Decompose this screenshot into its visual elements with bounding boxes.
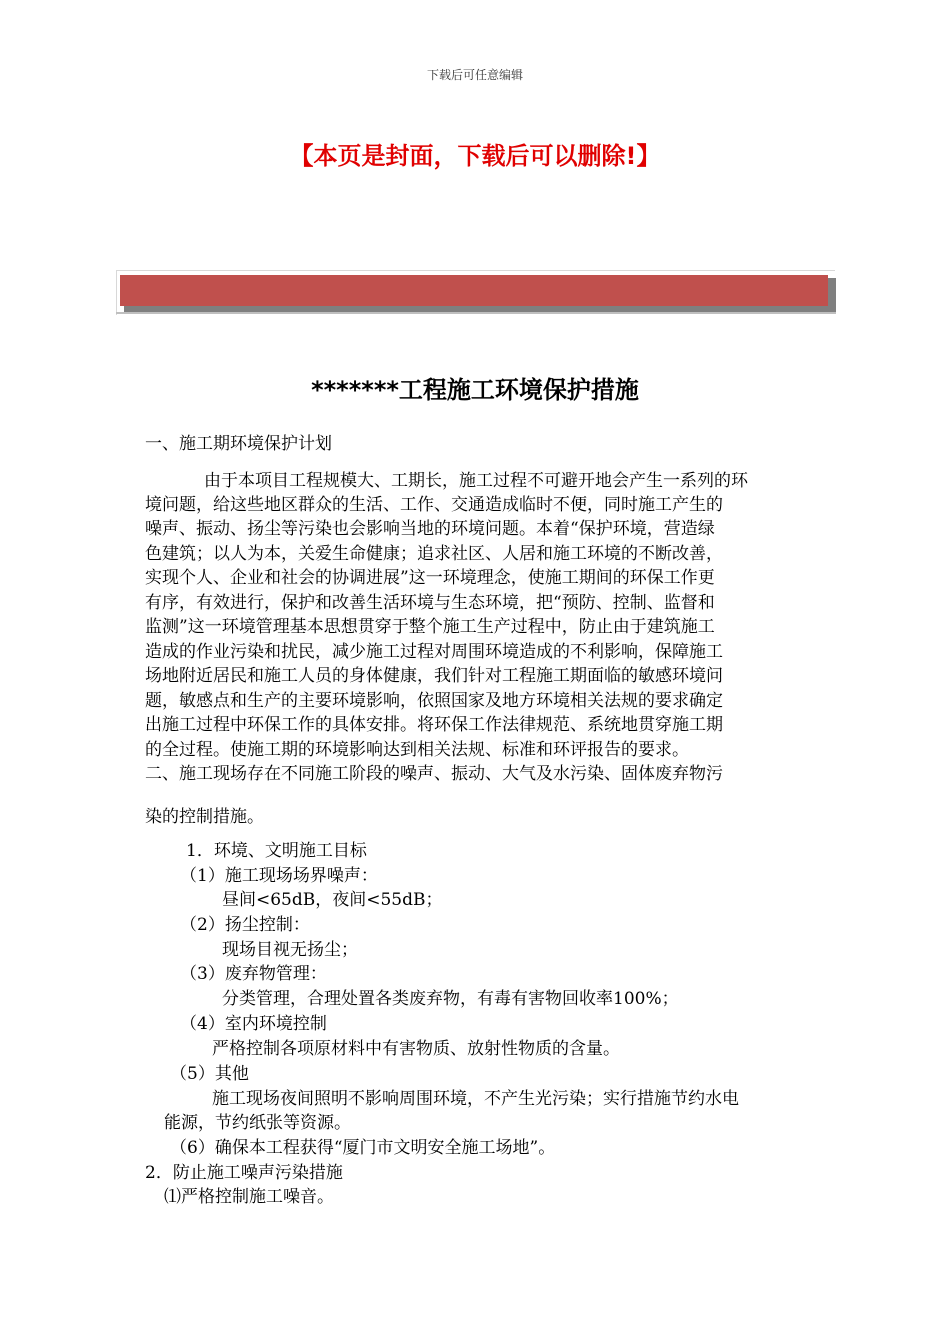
cover-notice: 【本页是封面，下载后可以删除!】 [289, 142, 661, 170]
paragraph-line: 造成的作业污染和扰民，减少施工过程对周围环境造成的不利影响，保障施工 [145, 642, 723, 662]
paragraph-line: 监测”这一环境管理基本思想贯穿于整个施工生产过程中，防止由于建筑施工 [145, 617, 715, 637]
list-item-detail: 昼间<65dB，夜间<55dB； [222, 890, 443, 910]
paragraph-line: 境问题，给这些地区群众的生活、工作、交通造成临时不便，同时施工产生的 [145, 495, 723, 515]
list-item: 1．环境、文明施工目标 [186, 841, 367, 861]
list-item: （6）确保本工程获得“厦门市文明安全施工场地”。 [170, 1138, 556, 1158]
paragraph-line: 的全过程。使施工期的环境影响达到相关法规、标准和环评报告的要求。 [145, 740, 689, 760]
list-item-detail: 施工现场夜间照明不影响周围环境，不产生光污染；实行措施节约水电 [212, 1089, 739, 1109]
paragraph-line: 场地附近居民和施工人员的身体健康，我们针对工程施工期面临的敏感环境问 [145, 666, 723, 686]
section-1-heading: 一、施工期环境保护计划 [145, 434, 332, 454]
list-item: （3）废弃物管理： [180, 964, 327, 984]
list-item: ⑴严格控制施工噪音。 [164, 1187, 334, 1207]
list-item: （4）室内环境控制 [180, 1014, 327, 1034]
paragraph-line: 题，敏感点和生产的主要环境影响，依照国家及地方环境相关法规的要求确定 [145, 691, 723, 711]
list-item-detail: 现场目视无扬尘； [222, 940, 358, 960]
list-item: （1）施工现场场界噪声： [180, 866, 378, 886]
list-item-detail: 分类管理，合理处置各类废弃物，有毒有害物回收率100%； [222, 989, 679, 1009]
paragraph-line: 由于本项目工程规模大、工期长，施工过程不可避开地会产生一系列的环 [204, 471, 748, 491]
list-item: 2．防止施工噪声污染措施 [145, 1163, 343, 1183]
paragraph-line: 噪声、振动、扬尘等污染也会影响当地的环境问题。本着“保护环境，营造绿 [145, 519, 715, 539]
list-item-detail: 严格控制各项原材料中有害物质、放射性物质的含量。 [212, 1039, 620, 1059]
paragraph-line: 出施工过程中环保工作的具体安排。将环保工作法律规范、系统地贯穿施工期 [145, 715, 723, 735]
banner-base-line [116, 312, 836, 314]
red-banner [120, 275, 828, 306]
list-item: （5）其他 [170, 1064, 249, 1084]
list-item: （2）扬尘控制： [180, 915, 310, 935]
paragraph-line: 色建筑；以人为本，关爱生命健康；追求社区、人居和施工环境的不断改善， [145, 544, 723, 564]
page-header-note: 下载后可任意编辑 [426, 68, 523, 82]
document-title: *******工程施工环境保护措施 [311, 376, 639, 404]
section-2-heading-cont: 染的控制措施。 [145, 807, 264, 827]
paragraph-line: 有序，有效进行，保护和改善生活环境与生态环境，把“预防、控制、监督和 [145, 593, 715, 613]
paragraph-line: 实现个人、企业和社会的协调进展”这一环境理念，使施工期间的环保工作更 [145, 568, 715, 588]
section-2-heading: 二、施工现场存在不同施工阶段的噪声、振动、大气及水污染、固体废弃物污 [145, 764, 723, 784]
list-item-detail: 能源，节约纸张等资源。 [164, 1113, 351, 1133]
